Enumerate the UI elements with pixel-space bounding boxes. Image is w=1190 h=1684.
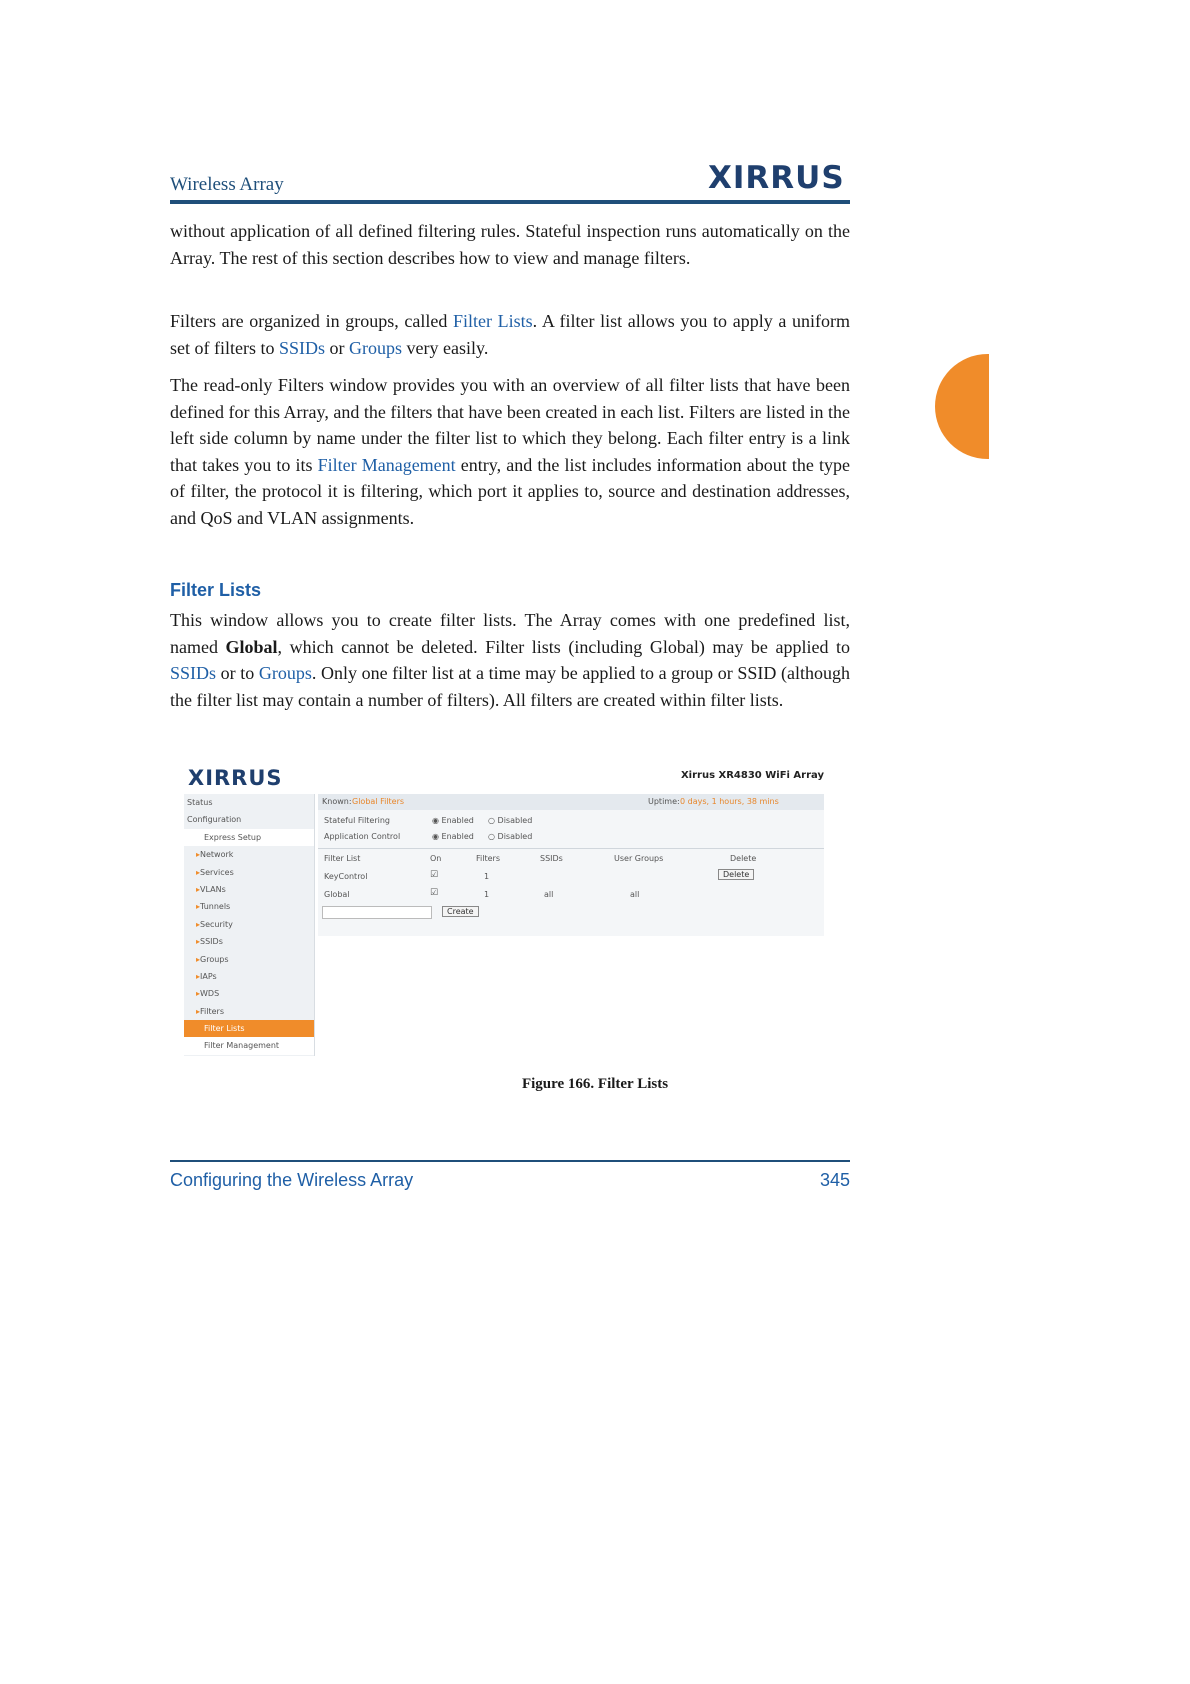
- link-filter-lists[interactable]: Filter Lists: [453, 311, 533, 331]
- sidebar-item-tunnels[interactable]: ▸ Tunnels: [184, 898, 314, 915]
- bar-right-value: 0 days, 1 hours, 38 mins: [680, 797, 779, 806]
- setting-stateful-label: Stateful Filtering: [324, 816, 391, 825]
- setting-appcontrol-label: Application Control: [324, 832, 401, 841]
- p4-bold-global: Global: [225, 636, 278, 657]
- row1-delete-button[interactable]: Delete: [718, 869, 754, 880]
- p4-text-d: . Only one filter list at a time may be applied to a group or SSID (although the filter list may contain a number of filters). All filters are created within filter lists.: [170, 663, 850, 710]
- p4-text-b: , which cannot be deleted. Filter lists (including Global) may be applied to: [277, 636, 850, 657]
- header-rule: [170, 200, 850, 204]
- sidebar-item-iaps[interactable]: ▸ IAPs: [184, 968, 314, 985]
- paragraph-4: [170, 607, 850, 713]
- chapter-tab: [935, 354, 989, 459]
- create-button[interactable]: Create: [442, 906, 479, 917]
- sidebar-item-express-setup[interactable]: Express Setup: [184, 829, 314, 846]
- p2-text-b: . A filter list allows you to apply a uniform set of filters to: [170, 311, 850, 358]
- p2-text-c: or: [325, 337, 350, 358]
- xirrus-logo: [708, 160, 845, 196]
- figure-main-panel: [318, 794, 824, 936]
- col-on: On: [430, 854, 442, 863]
- row1-on-checkbox[interactable]: ☑: [430, 870, 439, 880]
- paragraph-1: [170, 218, 850, 271]
- figure-caption: Figure 166. Filter Lists: [521, 1076, 669, 1092]
- row2-filters: 1: [484, 890, 490, 899]
- stateful-enabled-label: Enabled: [441, 816, 474, 825]
- sidebar-item-groups[interactable]: ▸ Groups: [184, 951, 314, 968]
- stateful-disabled-radio[interactable]: ○ Disabled: [488, 816, 533, 825]
- paragraph-3: [170, 372, 850, 531]
- row2-groups: all: [630, 890, 640, 899]
- bar-left-value: Global Filters: [352, 797, 405, 806]
- row2-ssids: all: [544, 890, 554, 899]
- sidebar-item-wds[interactable]: ▸ WDS: [184, 985, 314, 1002]
- row2-on-checkbox[interactable]: ☑: [430, 888, 439, 898]
- p4-text-c: or to: [216, 663, 259, 683]
- figure-status-bar: [318, 794, 824, 810]
- running-header-title: Wireless Array: [170, 174, 284, 195]
- page-number: 345: [819, 1170, 850, 1190]
- stateful-disabled-label: Disabled: [497, 816, 533, 825]
- sidebar-item-network[interactable]: ▸ Network: [184, 846, 314, 863]
- figure-logo-text: XIRRUS: [188, 766, 283, 790]
- row2-name[interactable]: Global: [324, 890, 350, 899]
- p2-text-a: Filters are organized in groups, called: [170, 311, 453, 331]
- appcontrol-enabled-label: Enabled: [441, 832, 474, 841]
- col-filters: Filters: [476, 854, 500, 863]
- p3-text-b: entry, and the list includes information about the type of filter, the protocol it is filtering, which port it applies to, source and destination addresses, and QoS and VLAN assignments.: [170, 454, 851, 528]
- stateful-enabled-radio[interactable]: ◉ Enabled: [432, 816, 474, 825]
- p4-text-a: This window allows you to create filter lists. The Array comes with one predefined list, named: [170, 610, 850, 657]
- logo-text: XIRRUS: [708, 160, 845, 196]
- col-ssids: SSIDs: [540, 854, 563, 863]
- col-user-groups: User Groups: [614, 854, 664, 863]
- paragraph-2: [170, 308, 850, 361]
- sidebar-item-configuration[interactable]: Configuration: [187, 815, 242, 825]
- sidebar-item-status[interactable]: Status: [187, 798, 213, 807]
- appcontrol-disabled-radio[interactable]: ○ Disabled: [488, 832, 533, 841]
- bar-right-label: Uptime:: [648, 797, 680, 806]
- appcontrol-enabled-radio[interactable]: ◉ Enabled: [432, 832, 474, 841]
- link-ssids[interactable]: SSIDs: [278, 337, 326, 358]
- settings-divider: [318, 848, 824, 849]
- sidebar-item-services[interactable]: ▸ Services: [184, 864, 314, 881]
- row1-name[interactable]: KeyControl: [324, 872, 368, 881]
- sidebar-item-filters[interactable]: ▸ Filters: [184, 1003, 314, 1020]
- sidebar-item-filter-management[interactable]: Filter Management: [184, 1037, 314, 1054]
- row1-filters: 1: [484, 872, 490, 881]
- sidebar-item-vlans[interactable]: ▸ VLANs: [184, 881, 314, 898]
- link-ssids-2[interactable]: SSIDs: [170, 663, 217, 683]
- sidebar-item-filter-lists[interactable]: Filter Lists: [184, 1020, 314, 1037]
- footer-rule: [170, 1160, 850, 1162]
- footer-chapter-title: Configuring the Wireless Array: [170, 1170, 414, 1190]
- bar-left-label: Known:: [322, 797, 352, 806]
- sidebar-item-ssids[interactable]: ▸ SSIDs: [184, 933, 314, 950]
- col-delete: Delete: [730, 854, 757, 863]
- new-filter-list-input[interactable]: [322, 906, 432, 919]
- figure-product-name: Xirrus XR4830 WiFi Array: [680, 770, 824, 781]
- p3-text-a: The read-only Filters window provides you with an overview of all filter lists that have been defined for this Array, and the filters that have been created in each list. Filters are listed in the left side column by name under the filter list to which they belong. Each filter entry is a link that takes you to its: [170, 375, 850, 475]
- p2-text-d: very easily.: [402, 337, 489, 358]
- link-filter-management[interactable]: Filter Management: [317, 454, 456, 475]
- paragraph-1-text: without application of all defined filtering rules. Stateful inspection runs automatically on the Array. The rest of this section describes how to view and manage filters.: [170, 221, 850, 268]
- link-groups-2[interactable]: Groups: [258, 663, 312, 683]
- col-filter-list: Filter List: [324, 854, 361, 863]
- figure-sidebar: [184, 794, 315, 1056]
- figure-xirrus-logo: [188, 766, 283, 790]
- section-heading: Filter Lists: [170, 580, 262, 600]
- link-groups[interactable]: Groups: [349, 337, 403, 358]
- figure-screenshot: [184, 760, 824, 1060]
- appcontrol-disabled-label: Disabled: [497, 832, 533, 841]
- sidebar-item-security[interactable]: ▸ Security: [184, 916, 314, 933]
